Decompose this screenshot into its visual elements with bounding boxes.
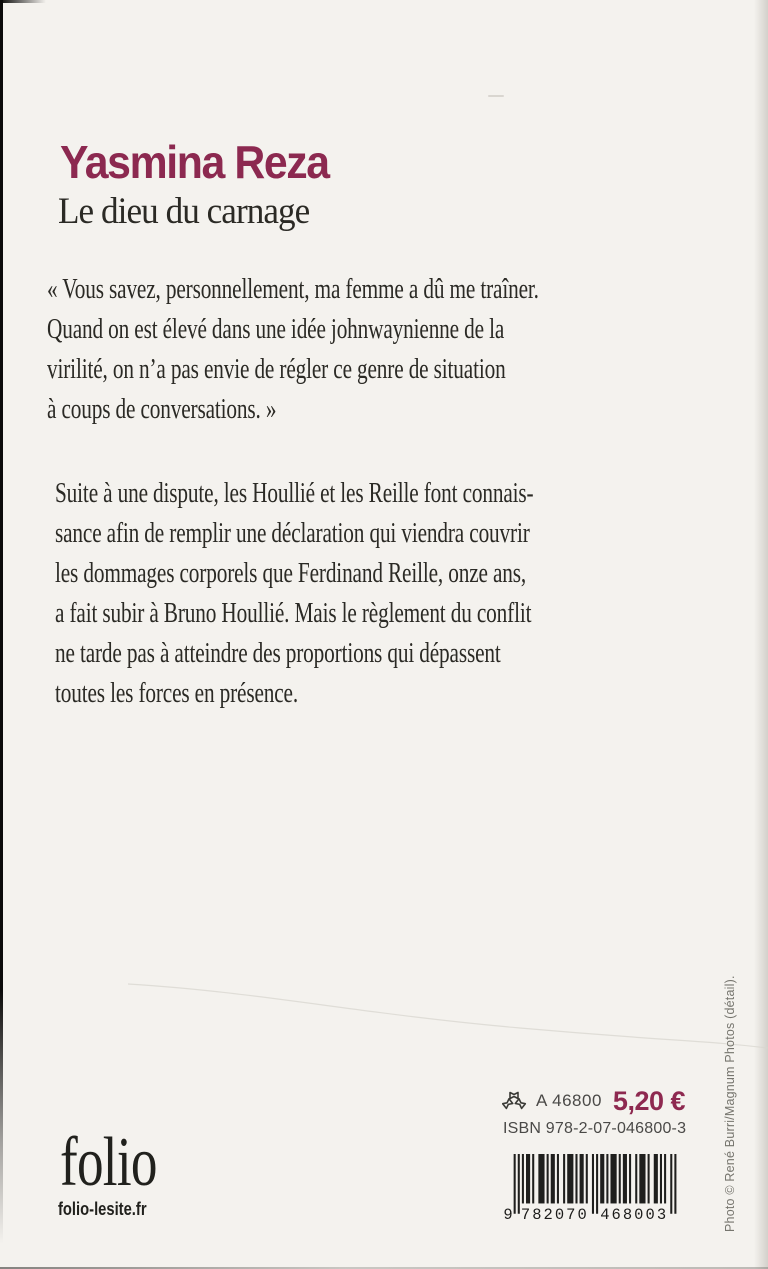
isbn: ISBN 978-2-07-046800-3 [503, 1120, 687, 1137]
paper-scratch [488, 95, 504, 97]
quote-line: virilité, on n’a pas envie de régler ce genre de situation [47, 354, 506, 385]
page-edge-left [0, 0, 3, 1269]
quote-line: « Vous savez, personnellement, ma femme a dû me traîner. [47, 274, 539, 305]
synopsis-line: sance afin de remplir une déclaration qui viendra couvrir [55, 518, 530, 549]
quote-line: à coups de conversations. » [47, 394, 277, 425]
photo-credit: Photo © René Burri/Magnum Photos (détail). [723, 975, 737, 1232]
synopsis-line: les dommages corporels que Ferdinand Reille, onze ans, [55, 558, 527, 589]
book-title: Le dieu du carnage [58, 191, 310, 232]
catalog-code: A 46800 [536, 1091, 602, 1110]
synopsis-paragraph [55, 474, 648, 714]
quote-line: Quand on est élevé dans une idée johnwaynienne de la [47, 314, 505, 345]
folio-logo: folio [60, 1124, 157, 1201]
publisher-fleuron-icon [502, 1091, 528, 1111]
barcode-bars [514, 1154, 677, 1214]
barcode-digits-right: 468003 [600, 1205, 669, 1222]
price-row [503, 1085, 685, 1116]
author-name: Yasmina Reza [60, 136, 329, 188]
synopsis-line: toutes les forces en présence. [55, 678, 299, 709]
barcode-digits-left: 782070 [520, 1205, 589, 1222]
synopsis-line: ne tarde pas à atteindre des proportions qui dépassent [55, 638, 501, 669]
ean-barcode [503, 1154, 685, 1222]
barcode-digit-lead: 9 [503, 1205, 515, 1222]
page-edge-right [754, 0, 768, 1269]
commerce-block [503, 1085, 687, 1222]
publisher-website: folio-lesite.fr [58, 1199, 147, 1219]
synopsis-line: Suite à une dispute, les Houllié et les Reille font connais- [55, 478, 534, 509]
synopsis-line: a fait subir à Bruno Houllié. Mais le règlement du conflit [55, 598, 532, 629]
page-edge-top [0, 0, 46, 3]
price: 5,20 € [612, 1085, 685, 1116]
quote-paragraph [47, 270, 640, 430]
